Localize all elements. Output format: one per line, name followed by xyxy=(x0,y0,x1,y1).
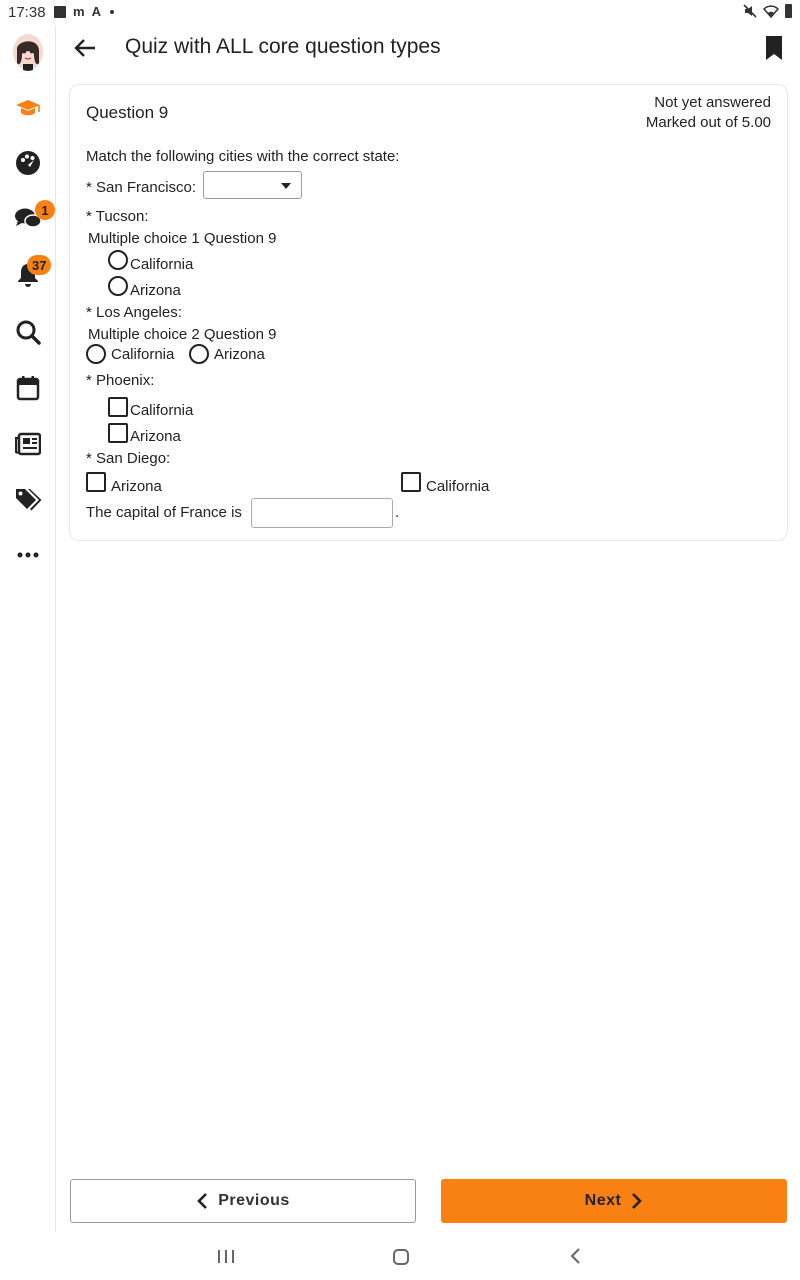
france-prefix: The capital of France is xyxy=(86,504,242,521)
rail-item-messages[interactable] xyxy=(0,196,56,240)
tags-icon xyxy=(14,486,42,512)
sandiego-option-california: California xyxy=(426,478,490,495)
status-icons-left xyxy=(54,5,114,19)
france-answer-input[interactable] xyxy=(251,498,393,528)
status-bar xyxy=(0,0,800,26)
la-subtitle: Multiple choice 2 Question 9 xyxy=(88,326,277,343)
phoenix-label: * Phoenix: xyxy=(86,372,155,389)
rail-item-dashboard[interactable] xyxy=(0,141,56,185)
system-navigation-bar xyxy=(0,1232,800,1280)
notifications-badge: 37 xyxy=(27,255,51,275)
tucson-radio-california[interactable] xyxy=(108,250,128,270)
chevron-left-icon xyxy=(196,1192,208,1210)
arrow-back-icon xyxy=(74,38,96,58)
next-button[interactable] xyxy=(441,1179,787,1223)
sf-label: * San Francisco: xyxy=(86,179,197,196)
tucson-subtitle: Multiple choice 1 Question 9 xyxy=(88,230,277,247)
rail-item-tags[interactable] xyxy=(0,477,56,521)
rail-item-notifications[interactable] xyxy=(0,253,56,297)
phoenix-option-arizona: Arizona xyxy=(130,428,181,445)
la-radio-california[interactable] xyxy=(86,344,106,364)
question-marks: Marked out of 5.00 xyxy=(645,114,771,131)
messages-badge: 1 xyxy=(35,200,55,220)
battery-icon xyxy=(785,4,792,18)
previous-label: Previous xyxy=(218,1192,290,1209)
la-option-arizona: Arizona xyxy=(214,346,265,363)
status-time: 17:38 xyxy=(8,4,46,21)
rail-item-calendar[interactable] xyxy=(0,366,56,410)
question-card xyxy=(69,84,788,541)
search-icon xyxy=(15,319,41,345)
sandiego-checkbox-california[interactable] xyxy=(401,472,421,492)
rail-item-courses[interactable] xyxy=(0,86,56,130)
palette-dashboard-icon xyxy=(15,150,41,176)
rail-item-news[interactable] xyxy=(0,422,56,466)
next-label: Next xyxy=(584,1192,622,1209)
calendar-icon xyxy=(16,375,40,401)
app-header xyxy=(57,26,800,70)
bookmark-icon[interactable] xyxy=(764,35,784,61)
la-option-california: California xyxy=(111,346,175,363)
moodle-m-icon: m xyxy=(73,4,85,19)
newspaper-icon xyxy=(15,432,41,456)
tucson-option-arizona: Arizona xyxy=(130,282,181,299)
question-state: Not yet answered xyxy=(654,94,771,111)
chevron-right-icon xyxy=(631,1192,643,1210)
mute-icon xyxy=(743,4,757,18)
la-label: * Los Angeles: xyxy=(86,304,182,321)
user-avatar xyxy=(12,33,44,71)
phoenix-checkbox-california[interactable] xyxy=(108,397,128,417)
phoenix-checkbox-arizona[interactable] xyxy=(108,423,128,443)
notification-dot-icon xyxy=(110,10,114,14)
previous-button[interactable] xyxy=(70,1179,416,1223)
sf-select[interactable] xyxy=(203,171,302,199)
tucson-label: * Tucson: xyxy=(86,208,149,225)
tucson-radio-arizona[interactable] xyxy=(108,276,128,296)
graduation-cap-icon xyxy=(15,98,41,118)
gallery-icon xyxy=(54,6,66,18)
question-prompt: Match the following cities with the correct state: xyxy=(86,148,400,165)
system-back-icon[interactable] xyxy=(569,1247,581,1265)
rail-item-avatar[interactable] xyxy=(0,30,56,74)
rail-item-more[interactable] xyxy=(0,533,56,577)
tucson-option-california: California xyxy=(130,256,194,273)
more-dots-icon xyxy=(17,552,39,558)
question-status xyxy=(646,93,771,133)
accessibility-a-icon: A xyxy=(91,4,101,19)
side-navigation-rail xyxy=(0,26,56,1232)
back-button[interactable] xyxy=(71,34,99,62)
recent-apps-button[interactable] xyxy=(218,1250,234,1263)
rail-item-search[interactable] xyxy=(0,310,56,354)
status-icons-right xyxy=(743,4,792,18)
sandiego-label: * San Diego: xyxy=(86,450,171,467)
sandiego-checkbox-arizona[interactable] xyxy=(86,472,106,492)
home-button[interactable] xyxy=(393,1249,409,1265)
la-radio-arizona[interactable] xyxy=(189,344,209,364)
france-suffix: . xyxy=(395,504,400,521)
question-number: Question 9 xyxy=(86,103,169,122)
phoenix-option-california: California xyxy=(130,402,194,419)
wifi-icon xyxy=(763,4,779,18)
sandiego-option-arizona: Arizona xyxy=(111,478,162,495)
chevron-down-icon xyxy=(281,183,291,189)
page-title: Quiz with ALL core question types xyxy=(125,35,441,58)
